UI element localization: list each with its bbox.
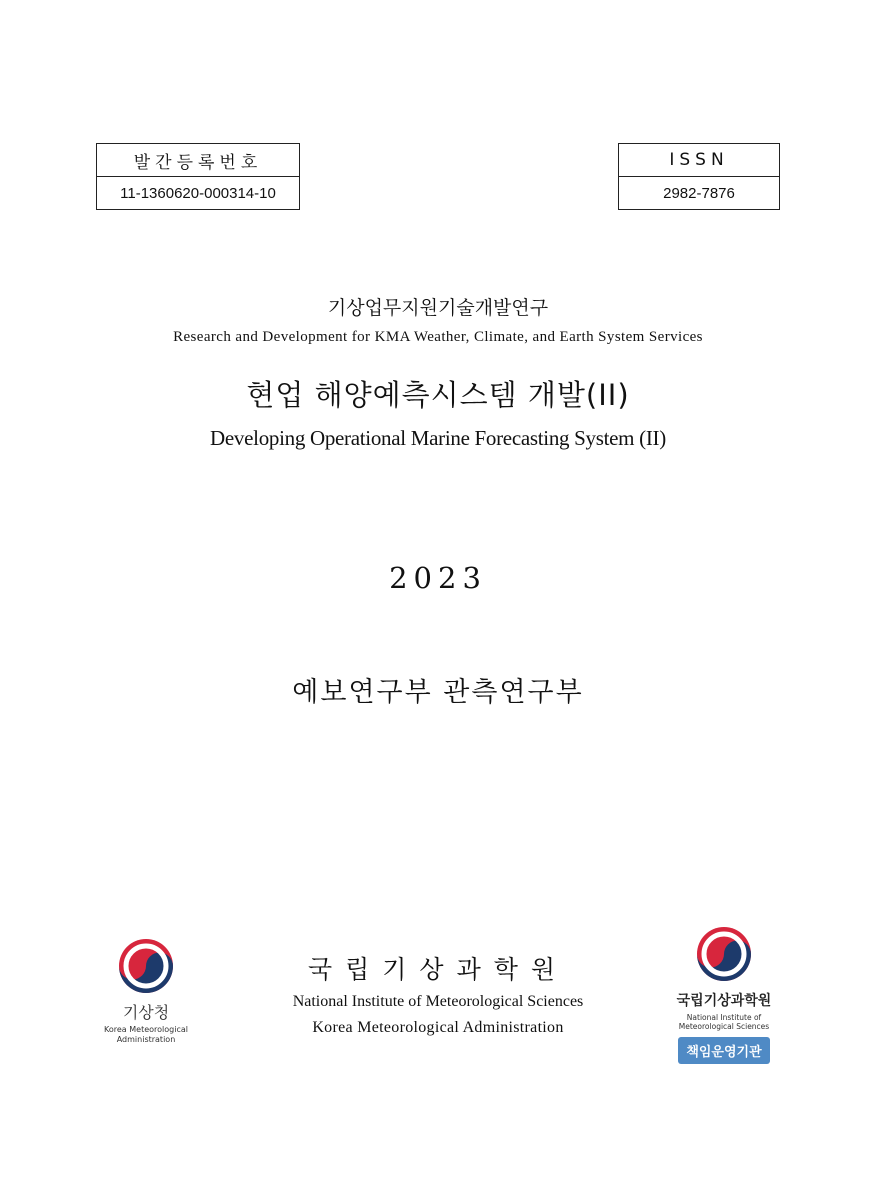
institute-name-korean: 국립기상과학원 [307, 955, 569, 984]
departments: 예보연구부 관측연구부 [292, 677, 584, 708]
executive-agency-badge: 책임운영기관 [678, 1037, 769, 1064]
kma-name-english [94, 1025, 198, 1045]
taegeuk-emblem-icon [696, 926, 752, 982]
kma-name-korean: 기상청 [122, 1003, 170, 1022]
kma-logo [94, 938, 198, 1045]
taegeuk-emblem-icon [118, 938, 174, 994]
issn-label: ISSN [619, 144, 779, 177]
issn-number: 2982-7876 [663, 185, 735, 202]
registration-label: 발간등록번호 [97, 144, 299, 177]
nims-logo [660, 926, 788, 1064]
nims-name-korean: 국립기상과학원 [676, 993, 772, 1009]
registration-number: 11-1360620-000314-10 [120, 185, 276, 202]
report-title-english: Developing Operational Marine Forecasting System (II) [210, 426, 666, 450]
kma-name-english-line2: Administration [116, 1035, 176, 1044]
nims-name-english [660, 1013, 788, 1031]
nims-name-english-line1: National Institute of [686, 1013, 762, 1022]
nims-name-english-line2: Meteorological Sciences [678, 1022, 770, 1031]
publication-year: 2023 [389, 561, 487, 595]
issn-box [618, 143, 780, 210]
registration-number-box [96, 143, 300, 210]
report-title-korean: 현업 해양예측시스템 개발(II) [246, 378, 630, 412]
institute-name-english: National Institute of Meteorological Sciences [292, 993, 584, 1010]
series-title-english: Research and Development for KMA Weather, Climate, and Earth System Services [173, 329, 703, 345]
kma-name-english-line1: Korea Meteorological [104, 1025, 188, 1034]
agency-name-english: Korea Meteorological Administration [312, 1019, 564, 1036]
series-title-korean: 기상업무지원기술개발연구 [327, 297, 549, 319]
